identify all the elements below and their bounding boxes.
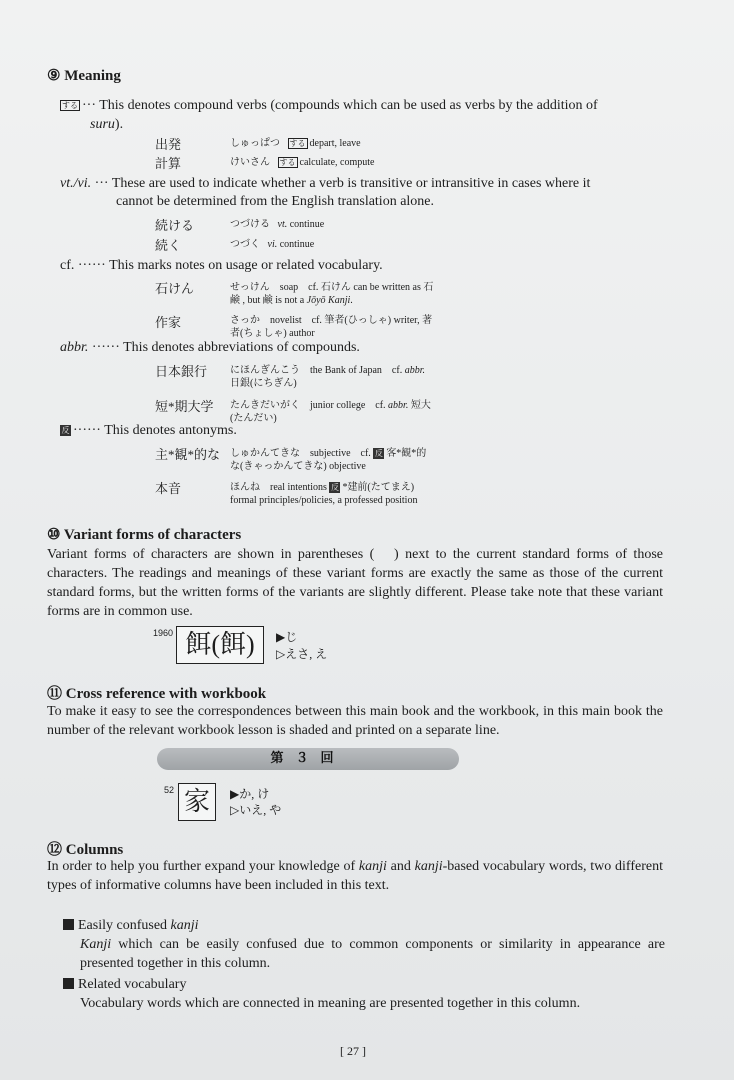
example-gloss: けいさん する calculate, compute (230, 157, 375, 168)
example-kanji: 計算 (155, 156, 182, 171)
kanji-box: 餌(餌) (176, 626, 264, 664)
section-12-title: ⑫ Columns (47, 842, 124, 858)
bullet-square-icon (63, 919, 74, 930)
example-gloss: 日銀(にちぎん) (230, 378, 297, 389)
example-kanji: 主*観*的な (155, 447, 221, 462)
column-item-label: Easily confused kanji (63, 916, 199, 935)
kun-reading: ▷えさ, え (276, 647, 328, 661)
column-item-description: Vocabulary words which are connected in meaning are presented together in this column. (80, 996, 581, 1011)
example-gloss: さっか novelist cf. 筆者(ひっしゃ) writer, 著 (230, 315, 433, 326)
section-11-paragraph: To make it easy to see the correspondences between this main book and the workbook, in this main book the number of the relevant workbook lesson is shaded and printed on a separate line. (47, 704, 663, 738)
example-gloss: しゅかんてきな subjective cf. 反 客*観*的 (230, 448, 427, 459)
bullet-square-icon (63, 978, 74, 989)
kanji-number: 52 (164, 785, 175, 795)
example-gloss: 者(ちょしゃ) author (230, 328, 315, 339)
example-kanji: 本音 (155, 481, 182, 496)
example-kanji: 続く (155, 238, 182, 253)
on-reading: ▶か, け (230, 787, 270, 801)
workbook-lesson-banner: 第３回 (157, 748, 459, 770)
section-10-title: ⑩ Variant forms of characters (47, 527, 242, 543)
example-gloss: にほんぎんこう the Bank of Japan cf. abbr. (230, 365, 425, 376)
example-kanji: 出発 (155, 137, 182, 152)
example-kanji: 短*期大学 (155, 399, 214, 414)
example-gloss: ほんね real intentions 反 *建前(たてまえ) (230, 482, 415, 493)
example-gloss: せっけん soap cf. 石けん can be written as 石 (230, 282, 434, 293)
vt-vi-description-cont: cannot be determined from the English translation alone. (116, 194, 435, 209)
antonym-tag: 反 (61, 426, 70, 436)
example-gloss: つづく vi. continue (230, 239, 315, 250)
section-10-paragraph: Variant forms of characters are shown in parentheses ( ) next to the current standard forms of those characters. The readings and meanings of these variant forms are exactly the same as those of the current standard forms, but the written forms of the variants are slightly different. Please take note that these variant forms are in common use. (47, 547, 663, 619)
antonym-description: 反 ······ This denotes antonyms. (61, 423, 237, 438)
page-number: [ 27 ] (340, 1044, 366, 1058)
example-gloss: しゅっぱつ する depart, leave (230, 138, 361, 149)
example-kanji: 日本銀行 (155, 364, 208, 379)
on-reading: ▶じ (276, 630, 298, 644)
example-gloss: たんきだいがく junior college cf. abbr. 短大 (230, 400, 431, 411)
kanji-box: 家 (178, 783, 216, 821)
suru-tag: する (62, 101, 78, 111)
example-gloss: 鹸 , but 鹸 is not a Jōyō Kanji. (230, 295, 353, 306)
section-12-paragraph: In order to help you further expand your knowledge of kanji and kanji-based vocabulary words, two different types of informative columns have been included in this text. (47, 859, 663, 893)
vt-vi-description: vt./vi. ··· These are used to indicate whether a verb is transitive or intransitive in cases where it (60, 176, 591, 191)
section-11-title: ⑪ Cross reference with workbook (47, 686, 267, 702)
section-9-title: ⑨ Meaning (47, 68, 121, 84)
suru-description: する ··· This denotes compound verbs (compounds which can be used as verbs by the addition of (62, 98, 598, 113)
example-gloss: つづける vt. continue (230, 219, 325, 230)
kun-reading: ▷いえ, や (230, 803, 282, 817)
example-gloss: formal principles/policies, a professed position (230, 495, 418, 506)
example-gloss: (たんだい) (230, 413, 277, 424)
column-item-label: Related vocabulary (63, 975, 186, 994)
example-kanji: 作家 (155, 315, 182, 330)
example-gloss: な(きゃっかんてきな) objective (230, 461, 366, 472)
example-kanji: 石けん (155, 281, 195, 296)
kanji-number: 1960 (153, 628, 174, 638)
suru-description-cont: suru). (90, 117, 124, 132)
abbr-description: abbr. ······ This denotes abbreviations of compounds. (60, 340, 360, 355)
column-item-description: Kanji which can be easily confused due to common components or similarity in appearance are presented together in this column. (80, 937, 665, 971)
example-kanji: 続ける (155, 218, 195, 233)
cf-description: cf. ······ This marks notes on usage or related vocabulary. (60, 258, 383, 273)
